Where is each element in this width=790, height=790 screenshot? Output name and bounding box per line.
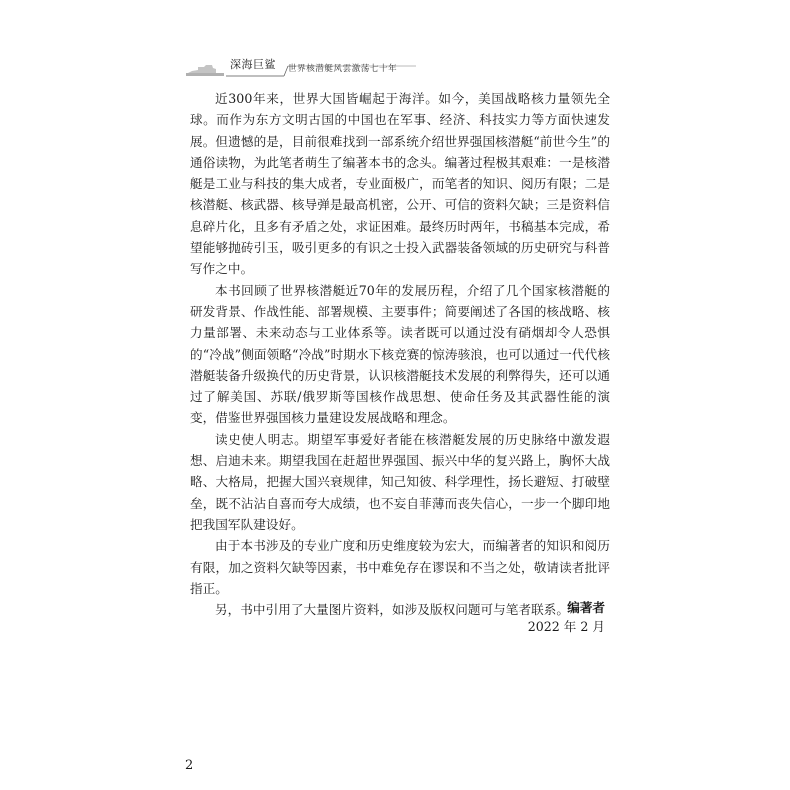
running-header — [184, 52, 604, 86]
preface-date: 2022 年 2 月 — [527, 619, 605, 634]
paragraph: 读史使人明志。期望军事爱好者能在核潜艇发展的历史脉络中激发遐想、启迪未来。期望我国在赶超世界强国、振兴中华的复兴路上，胸怀大战略、大格局，把握大国兴衰规律，知己知彼、科学理性，扬长避短、打破壁垒，既不沾沾自喜而夸大成绩，也不妄自菲薄而丧失信心，一步一个脚印地把我国军队建设好。 — [190, 431, 610, 532]
book-title: 深海巨鲨 — [230, 58, 276, 71]
paragraph: 由于本书涉及的专业广度和历史维度较为宏大，而编著者的知识和阅历有限，加之资料欠缺等因素，书中难免存在谬误和不当之处，敬请读者批评指正。 — [190, 538, 610, 596]
paragraph: 近300年来，世界大国皆崛起于海洋。如今，美国战略核力量领先全球。而作为东方文明古国的中国也在军事、经济、科技实力等方面快速发展。但遗憾的是，目前很难找到一部系统介绍世界强国核潜艇“前世今生”的通俗读物，为此笔者萌生了编著本书的念头。编著过程极其艰难：一是核潜艇是工业与科技的集大成者，专业面极广，而笔者的知识、阅历有限；二是核潜艇、核武器、核导弹是最高机密，公开、可信的资料欠缺；三是资料信息碎片化，且多有矛盾之处，求证困难。最终历时两年，书稿基本完成，希望能够抛砖引玉，吸引更多的有识之士投入武器装备领域的历史研究与科普写作之中。 — [190, 91, 610, 277]
book-subtitle: 世界核潜艇风雲激荡七十年 — [288, 64, 398, 74]
author-signature: 编著者 — [567, 600, 605, 615]
page-number: 2 — [185, 758, 194, 773]
preface-body — [190, 88, 610, 620]
paragraph: 本书回顾了世界核潜艇近70年的发展历程，介绍了几个国家核潜艇的研发背景、作战性能、部署规模、主要事件；简要阐述了各国的核战略、核力量部署、未来动态与工业体系等。读者既可以通过没有硝烟却令人恐惧的“冷战”侧面领略“冷战”时期水下核竞赛的惊涛骇浪，也可以通过一代代核潜艇装备升级换代的历史背景，认识核潜艇技术发展的利弊得失，还可以通过了解美国、苏联/俄罗斯等国核作战思想、使命任务及其武器性能的演变，借鉴世界强国核力量建设发展战略和理念。 — [190, 282, 610, 426]
paragraph: 另，书中引用了大量图片资料，如涉及版权问题可与笔者联系。 — [215, 602, 570, 618]
